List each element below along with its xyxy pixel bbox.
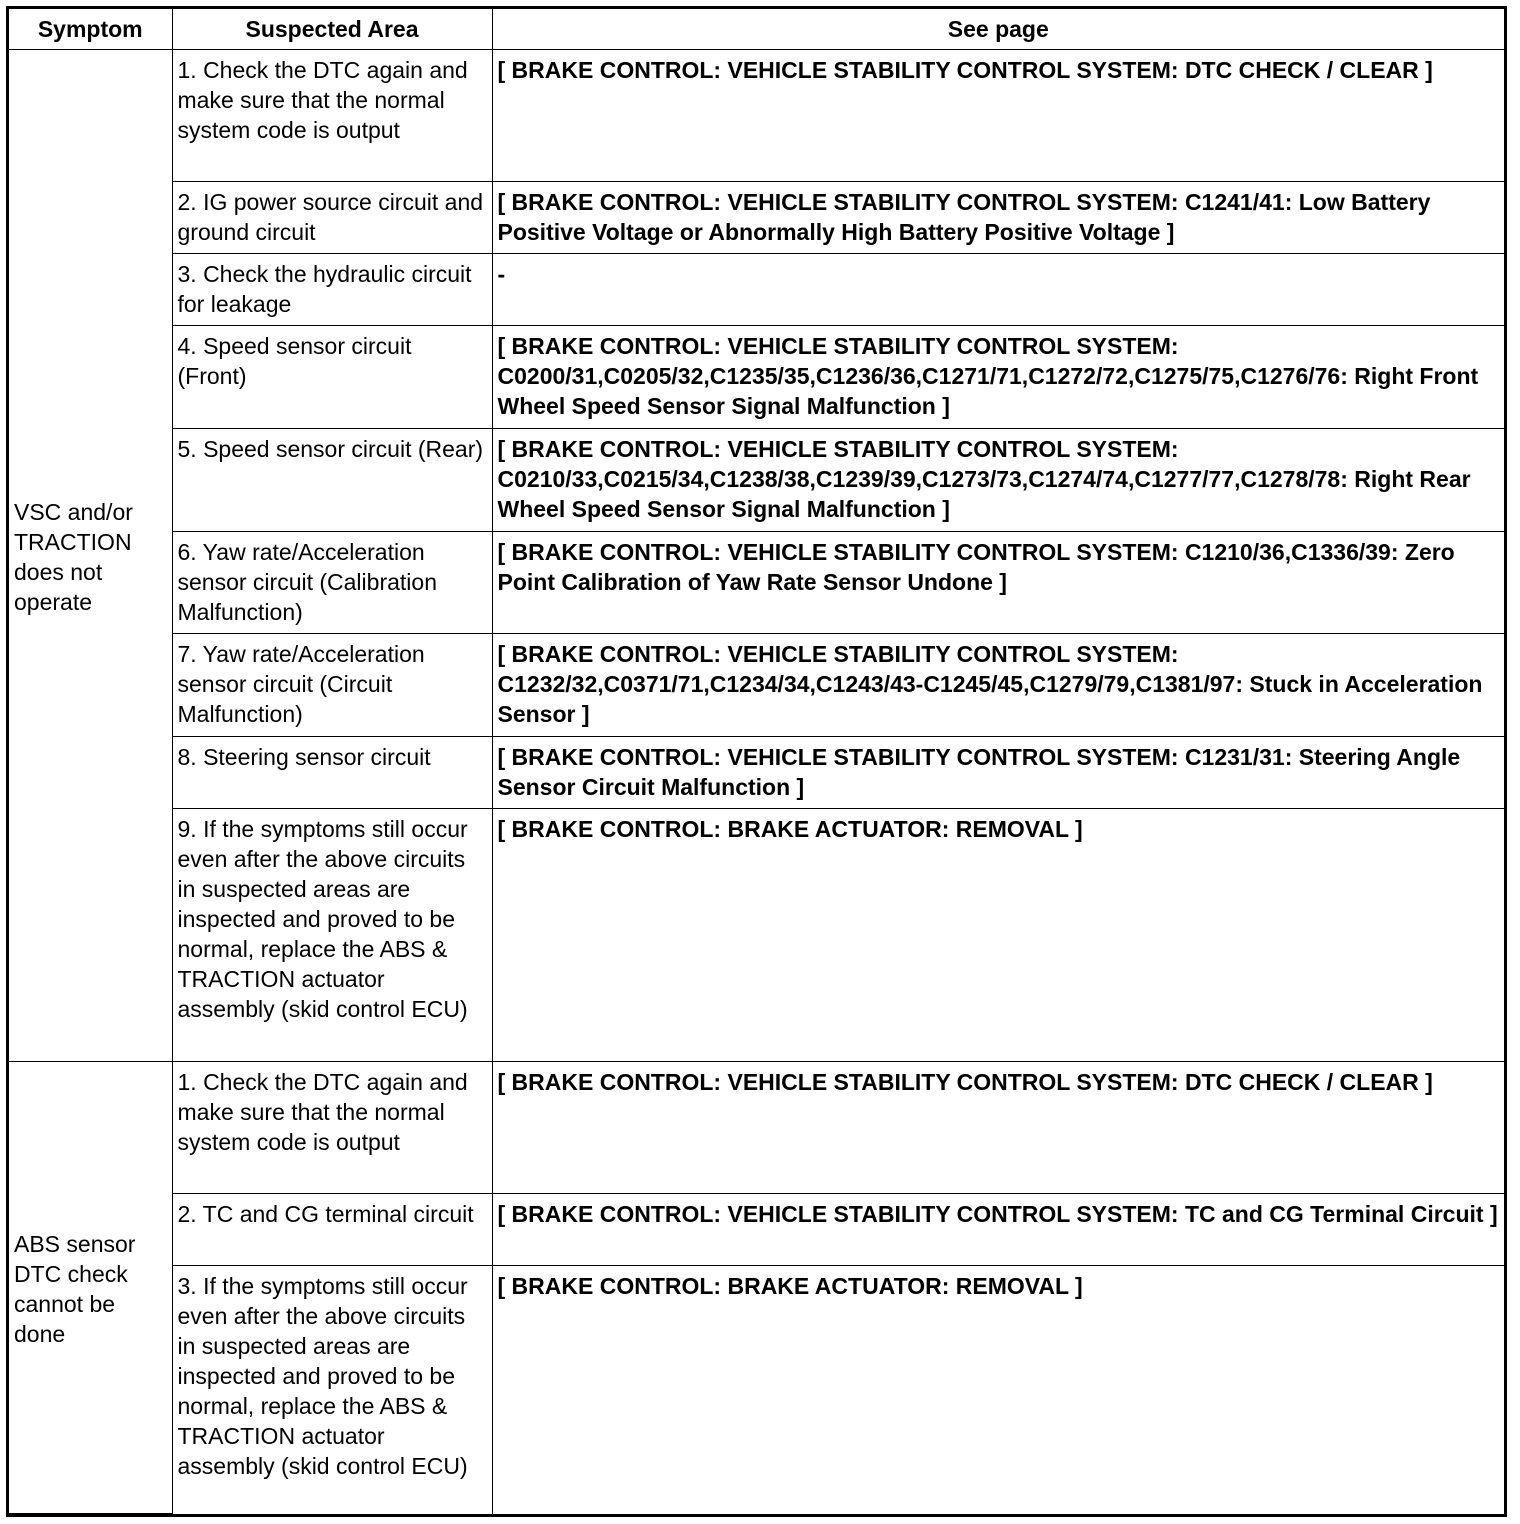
table-header-row: [9, 9, 1504, 50]
suspected-area-cell: 3. Check the hydraulic circuit for leakage: [172, 254, 492, 326]
see-page-link[interactable]: [ BRAKE CONTROL: VEHICLE STABILITY CONTROL SYSTEM: C1231/31: Steering Angle Sensor Circuit Malfunction ]: [492, 737, 1504, 809]
symptom-cell-vsc: VSC and/or TRACTION does not operate: [9, 50, 172, 1062]
problem-symptoms-table: [9, 9, 1504, 1514]
table-row: [9, 182, 1504, 254]
table-row: [9, 809, 1504, 1062]
suspected-area-cell: 2. TC and CG terminal circuit: [172, 1194, 492, 1266]
table-row: [9, 1194, 1504, 1266]
header-see-page: See page: [492, 9, 1504, 50]
see-page-link[interactable]: [ BRAKE CONTROL: VEHICLE STABILITY CONTROL SYSTEM: TC and CG Terminal Circuit ]: [492, 1194, 1504, 1266]
see-page-link[interactable]: [ BRAKE CONTROL: VEHICLE STABILITY CONTROL SYSTEM: C1241/41: Low Battery Positive Voltage or Abnormally High Battery Positive Voltage ]: [492, 182, 1504, 254]
header-suspected-area: Suspected Area: [172, 9, 492, 50]
suspected-area-cell: 1. Check the DTC again and make sure that the normal system code is output: [172, 1062, 492, 1194]
table-row: [9, 634, 1504, 737]
suspected-area-cell: 9. If the symptoms still occur even after the above circuits in suspected areas are inspected and proved to be normal, replace the ABS & TRACTION actuator assembly (skid control ECU): [172, 809, 492, 1062]
suspected-area-cell: 1. Check the DTC again and make sure that the normal system code is output: [172, 50, 492, 182]
see-page-link[interactable]: [ BRAKE CONTROL: VEHICLE STABILITY CONTROL SYSTEM: C1232/32,C0371/71,C1234/34,C1243/43-C1245/45,C1279/79,C1381/97: Stuck in Acceleration Sensor ]: [492, 634, 1504, 737]
suspected-area-cell: 8. Steering sensor circuit: [172, 737, 492, 809]
see-page-link[interactable]: [ BRAKE CONTROL: VEHICLE STABILITY CONTROL SYSTEM: DTC CHECK / CLEAR ]: [492, 50, 1504, 182]
table-row: [9, 1062, 1504, 1194]
see-page-link[interactable]: [ BRAKE CONTROL: VEHICLE STABILITY CONTROL SYSTEM: C0200/31,C0205/32,C1235/35,C1236/36,C1271/71,C1272/72,C1275/75,C1276/76: Right Front Wheel Speed Sensor Signal Malfunction ]: [492, 326, 1504, 429]
suspected-area-cell: 3. If the symptoms still occur even after the above circuits in suspected areas are inspected and proved to be normal, replace the ABS & TRACTION actuator assembly (skid control ECU): [172, 1266, 492, 1514]
problem-symptoms-table-frame: [6, 6, 1507, 1517]
table-row: [9, 532, 1504, 634]
symptom-cell-abs: ABS sensor DTC check cannot be done: [9, 1062, 172, 1514]
suspected-area-cell: 4. Speed sensor circuit (Front): [172, 326, 492, 429]
suspected-area-cell: 6. Yaw rate/Acceleration sensor circuit (Calibration Malfunction): [172, 532, 492, 634]
table-row: [9, 1266, 1504, 1514]
suspected-area-cell: 7. Yaw rate/Acceleration sensor circuit (Circuit Malfunction): [172, 634, 492, 737]
see-page-link[interactable]: [ BRAKE CONTROL: BRAKE ACTUATOR: REMOVAL ]: [492, 1266, 1504, 1514]
header-symptom: Symptom: [9, 9, 172, 50]
table-row: [9, 429, 1504, 532]
see-page-link[interactable]: [ BRAKE CONTROL: VEHICLE STABILITY CONTROL SYSTEM: C0210/33,C0215/34,C1238/38,C1239/39,C1273/73,C1274/74,C1277/77,C1278/78: Right Rear Wheel Speed Sensor Signal Malfunction ]: [492, 429, 1504, 532]
suspected-area-cell: 2. IG power source circuit and ground circuit: [172, 182, 492, 254]
suspected-area-cell: 5. Speed sensor circuit (Rear): [172, 429, 492, 532]
table-row: [9, 326, 1504, 429]
see-page-cell: -: [492, 254, 1504, 326]
see-page-link[interactable]: [ BRAKE CONTROL: BRAKE ACTUATOR: REMOVAL ]: [492, 809, 1504, 1062]
table-row: [9, 737, 1504, 809]
see-page-link[interactable]: [ BRAKE CONTROL: VEHICLE STABILITY CONTROL SYSTEM: DTC CHECK / CLEAR ]: [492, 1062, 1504, 1194]
table-row: [9, 254, 1504, 326]
table-row: [9, 50, 1504, 182]
see-page-link[interactable]: [ BRAKE CONTROL: VEHICLE STABILITY CONTROL SYSTEM: C1210/36,C1336/39: Zero Point Calibration of Yaw Rate Sensor Undone ]: [492, 532, 1504, 634]
